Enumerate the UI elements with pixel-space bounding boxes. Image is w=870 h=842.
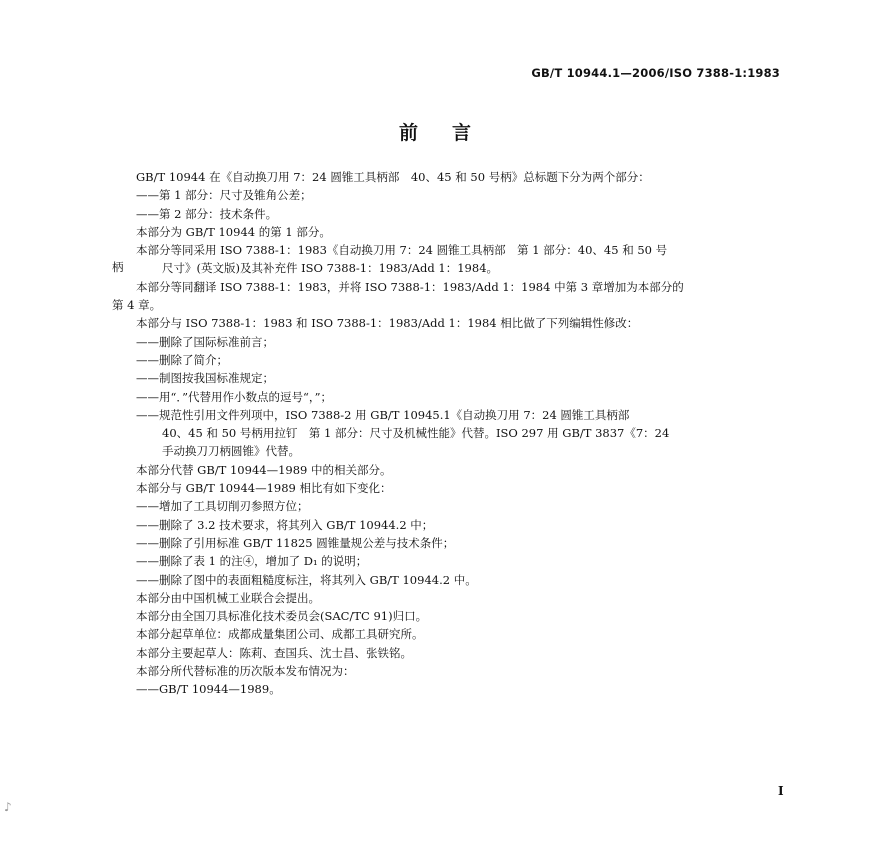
text-line: ——GB/T 10944—1989。	[136, 682, 281, 697]
text-line: 40、45 和 50 号柄用拉钉 第 1 部分：尺寸及机械性能》代替。ISO 297 用 GB/T 3837《7：24	[162, 426, 670, 441]
standard-number: GB/T 10944.1—2006/ISO 7388-1:1983	[531, 66, 780, 80]
text-line: ——删除了简介；	[136, 352, 228, 367]
text-line: 本部分起草单位：成都成量集团公司、成都工具研究所。	[136, 627, 424, 642]
text-line: ——删除了表 1 的注④，增加了 D₁ 的说明；	[136, 554, 368, 569]
text-line: ——用“．”代替用作小数点的逗号“，”；	[136, 389, 333, 404]
wrapped-char: 柄	[112, 260, 124, 274]
page-number: I	[778, 784, 784, 798]
text-line: 本部分代替 GB/T 10944—1989 中的相关部分。	[136, 462, 392, 477]
text-line: 本部分由中国机械工业联合会提出。	[136, 590, 320, 605]
text-line: 本部分与 ISO 7388-1：1983 和 ISO 7388-1：1983/Add 1：1984 相比做了下列编辑性修改：	[136, 316, 639, 331]
text-line: 本部分为 GB/T 10944 的第 1 部分。	[136, 224, 331, 239]
text-line: 第 4 章。	[112, 298, 162, 313]
text-line: ——第 2 部分：技术条件。	[136, 206, 278, 221]
preface-body	[112, 168, 796, 699]
text-line: ——删除了引用标准 GB/T 11825 圆锥量规公差与技术条件；	[136, 535, 455, 550]
margin-mark: ♪	[4, 800, 12, 814]
text-line: ——删除了图中的表面粗糙度标注，将其列入 GB/T 10944.2 中。	[136, 572, 477, 587]
text-line: 尺寸》(英文版)及其补充件 ISO 7388-1：1983/Add 1：1984。	[162, 261, 499, 276]
title-char-2: 言	[452, 122, 472, 144]
text-line: 手动换刀刀柄圆锥》代替。	[162, 444, 300, 459]
title-char-1: 前	[398, 122, 452, 144]
text-line: GB/T 10944 在《自动换刀用 7：24 圆锥工具柄部 40、45 和 50 号柄》总标题下分为两个部分：	[136, 170, 650, 184]
text-line: ——规范性引用文件列项中，ISO 7388-2 用 GB/T 10945.1《自动换刀用 7：24 圆锥工具柄部	[136, 407, 630, 422]
text-line: 本部分等同采用 ISO 7388-1：1983《自动换刀用 7：24 圆锥工具柄部 第 1 部分：40、45 和 50 号	[136, 243, 668, 258]
text-line: ——制图按我国标准规定；	[136, 371, 274, 386]
text-line: 本部分等同翻译 ISO 7388-1：1983，并将 ISO 7388-1：1983/Add 1：1984 中第 3 章增加为本部分的	[136, 279, 684, 294]
text-line: ——删除了国际标准前言；	[136, 334, 274, 349]
text-line: 本部分所代替标准的历次版本发布情况为：	[136, 664, 355, 679]
text-line: ——增加了工具切削刃参照方位；	[136, 499, 309, 514]
text-line: 本部分由全国刀具标准化技术委员会(SAC/TC 91)归口。	[136, 609, 428, 624]
page-title	[0, 118, 870, 145]
text-line: 本部分主要起草人：陈莉、查国兵、沈士昌、张铁铭。	[136, 645, 412, 660]
text-line: ——第 1 部分：尺寸及锥角公差；	[136, 188, 312, 203]
text-line: 本部分与 GB/T 10944—1989 相比有如下变化：	[136, 481, 392, 496]
text-line: ——删除了 3.2 技术要求，将其列入 GB/T 10944.2 中；	[136, 517, 434, 532]
